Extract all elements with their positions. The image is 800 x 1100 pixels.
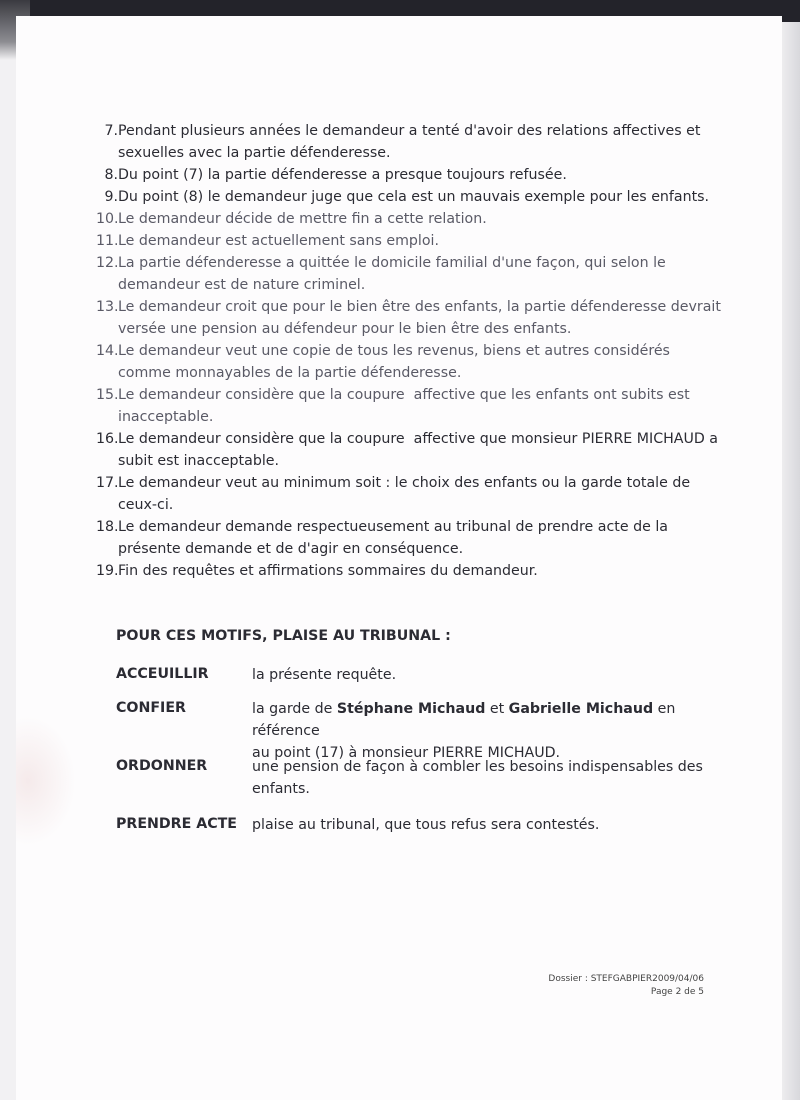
item-text: Le demandeur croit que pour le bien être des enfants, la partie défenderesse devrait	[118, 299, 721, 315]
item-text-cont: comme monnayables de la partie défenderesse.	[118, 365, 462, 381]
conclusion-label-acceuillir: ACCEUILLIR	[116, 666, 209, 682]
item-number: 10.	[96, 211, 119, 227]
confier-text-mid: et	[485, 701, 509, 717]
item-text: Le demandeur veut une copie de tous les revenus, biens et autres considérés	[118, 343, 670, 359]
item-text: La partie défenderesse a quittée le domicile familial d'une façon, qui selon le	[118, 255, 666, 271]
ordonner-text-line2: enfants.	[252, 781, 310, 797]
item-number: 16.	[96, 431, 119, 447]
item-text-cont: sexuelles avec la partie défenderesse.	[118, 145, 391, 161]
item-text-cont: inacceptable.	[118, 409, 214, 425]
footer-dossier: Dossier : STEFGABPIER2009/04/06	[548, 974, 704, 984]
confier-text-post: en référence	[252, 701, 676, 739]
child-name-1: Stéphane Michaud	[336, 701, 486, 717]
item-number: 13.	[96, 299, 119, 315]
conclusion-label-prendre-acte: PRENDRE ACTE	[116, 816, 237, 832]
item-number: 8.	[104, 167, 118, 183]
item-number: 19.	[96, 563, 119, 579]
item-text: Le demandeur considère que la coupure affective que les enfants ont subits est	[118, 387, 690, 403]
item-number: 12.	[96, 255, 119, 271]
item-text: Le demandeur considère que la coupure affective que monsieur PIERRE MICHAUD a	[118, 431, 718, 447]
item-text: Le demandeur demande respectueusement au tribunal de prendre acte de la	[118, 519, 668, 535]
item-text-cont: versée une pension au défendeur pour le bien être des enfants.	[118, 321, 572, 337]
conclusion-label-confier: CONFIER	[116, 700, 186, 716]
item-text: Le demandeur veut au minimum soit : le choix des enfants ou la garde totale de	[118, 475, 691, 491]
item-text-cont: ceux-ci.	[118, 497, 174, 513]
item-number: 7.	[104, 123, 118, 139]
footer-page-number: Page 2 de 5	[650, 987, 704, 997]
paper-stain	[16, 716, 76, 846]
item-number: 9.	[104, 189, 118, 205]
section-heading: POUR CES MOTIFS, PLAISE AU TRIBUNAL :	[116, 628, 451, 644]
item-text: Du point (7) la partie défenderesse a presque toujours refusée.	[118, 167, 567, 183]
item-number: 17.	[96, 475, 119, 491]
child-name-2: Gabrielle Michaud	[508, 701, 654, 717]
confier-text-line2: au point (17) à monsieur PIERRE MICHAUD.	[252, 745, 561, 761]
item-number: 18.	[96, 519, 119, 535]
item-text: Pendant plusieurs années le demandeur a tenté d'avoir des relations affectives et	[118, 123, 701, 139]
item-text: Fin des requêtes et affirmations sommaires du demandeur.	[118, 563, 538, 579]
ordonner-text-line1: une pension de façon à combler les besoins indispensables des	[252, 759, 703, 775]
item-text: Le demandeur est actuellement sans emploi.	[118, 233, 440, 249]
conclusion-text-ordonner	[252, 756, 722, 800]
conclusion-text-confier	[252, 698, 722, 764]
item-text-cont: demandeur est de nature criminel.	[118, 277, 366, 293]
item-text: Le demandeur décide de mettre fin a cette relation.	[118, 211, 487, 227]
item-text-cont: présente demande et de d'agir en conséquence.	[118, 541, 464, 557]
item-text-cont: subit est inacceptable.	[118, 453, 280, 469]
conclusion-text-prendre-acte: plaise au tribunal, que tous refus sera contestés.	[252, 817, 600, 833]
conclusion-label-ordonner: ORDONNER	[116, 758, 208, 774]
conclusion-text-acceuillir: la présente requête.	[252, 667, 397, 683]
item-text: Du point (8) le demandeur juge que cela est un mauvais exemple pour les enfants.	[118, 189, 710, 205]
item-number: 14.	[96, 343, 119, 359]
item-number: 11.	[96, 233, 119, 249]
confier-text-pre: la garde de	[252, 701, 337, 717]
item-number: 15.	[96, 387, 119, 403]
